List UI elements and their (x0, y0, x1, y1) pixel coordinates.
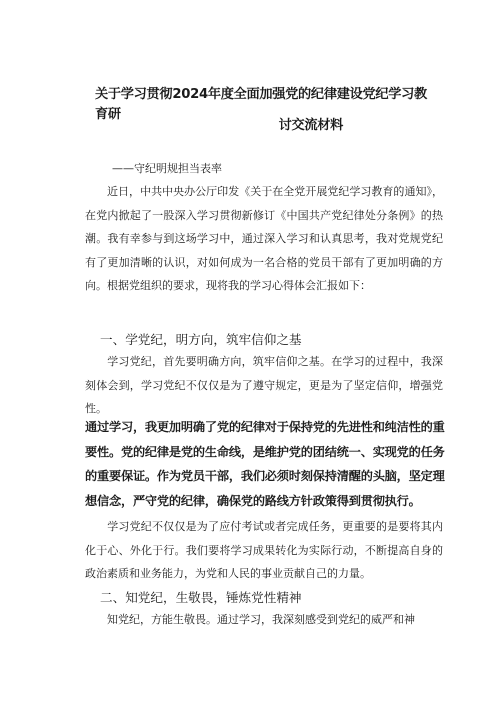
intro-text: 近日，中共中央办公厅印发《关于在全党开展党纪学习教育的通知》，在党内掀起了一股深入学习贯彻新修订《中国共产党纪律处分条例》的热潮。我有幸参与到这场学习中，通过深入学习和认真思考，我对党规党纪有了更加清晰的认识，对如何成为一名合格的党员干部有了更加明确的方向。根据党组织的要求，现将我的学习心得体会汇报如下： (85, 185, 443, 292)
section1-paragraph-3-text: 学习党纪不仅仅是为了应付考试或者完成任务，更重要的是要将其内化于心、外化于行。我们要将学习成果转化为实际行动，不断提高自身的政治素质和业务能力，为党和人民的事业贡献自己的力量。 (85, 520, 443, 580)
section2-paragraph-1-text: 知党纪，方能生敬畏。通过学习，我深刻感受到党纪的威严和神 (107, 613, 415, 626)
section1-paragraph-2 (85, 415, 445, 513)
section1-paragraph-2-text: 通过学习，我更加明确了党的纪律对于保持党的先进性和纯洁性的重要性。党的纪律是党的生命线，是维护党的团结统一、实现党的任务的重要保证。作为党员干部，我们必须时刻保持清醒的头脑，坚定理想信念，严守党的纪律，确保党的路线方针政策得到贯彻执行。 (85, 420, 445, 508)
section2-heading: 二、知党纪，生敬畏，锤炼党性精神 (100, 590, 302, 605)
section1-paragraph-1 (85, 350, 443, 421)
section2-paragraph-1 (85, 608, 443, 632)
document-subtitle: ——守纪明规担当表率 (112, 162, 222, 175)
section1-heading: 一、学党纪，明方向，筑牢信仰之基 (100, 332, 302, 347)
section1-paragraph-1-text: 学习党纪，首先要明确方向，筑牢信仰之基。在学习的过程中，我深刻体会到，学习党纪不仅仅是为了遵守规定，更是为了坚定信仰，增强党性。 (85, 355, 443, 415)
intro-paragraph (85, 180, 443, 298)
section1-paragraph-3 (85, 515, 443, 586)
document-title-line1: 关于学习贯彻2024年度全面加强党的纪律建设党纪学习教育研 (95, 87, 427, 122)
document-title-line2: 讨交流材料 (278, 118, 343, 133)
